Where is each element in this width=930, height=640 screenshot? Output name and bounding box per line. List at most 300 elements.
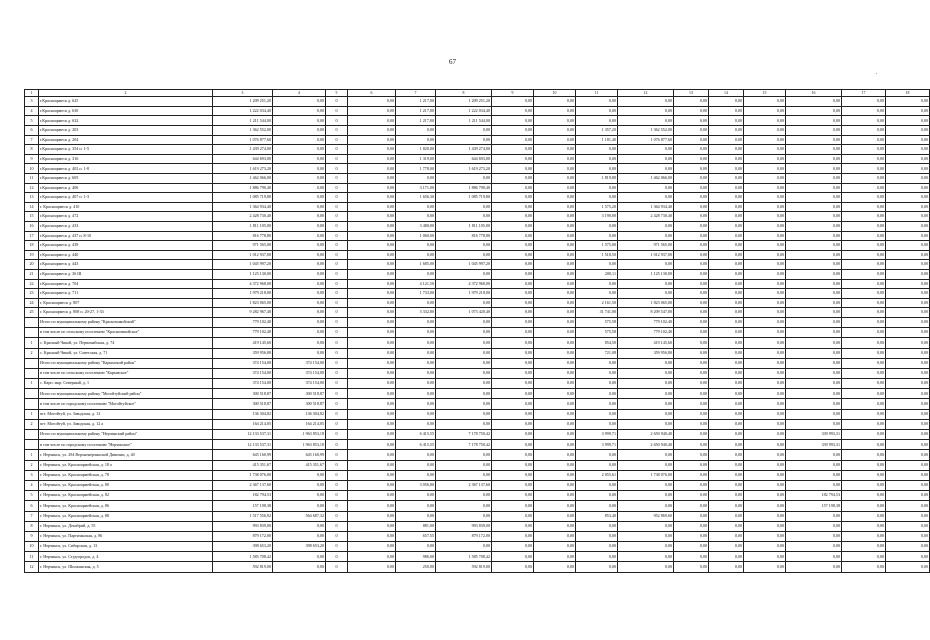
value-cell: 0,00 bbox=[436, 358, 492, 368]
value-cell: 0,00 bbox=[534, 298, 576, 308]
value-cell: 0,00 bbox=[576, 289, 618, 299]
value-cell: 0,00 bbox=[273, 193, 326, 203]
value-cell: 0,00 bbox=[436, 202, 492, 212]
value-cell: 0,00 bbox=[492, 116, 534, 126]
value-cell: 0,00 bbox=[674, 145, 709, 155]
table-row bbox=[25, 193, 930, 203]
value-cell: 0,00 bbox=[576, 501, 618, 511]
value-cell: 0,00 bbox=[492, 460, 534, 470]
address-cell: пгт. Могойтуй, ул. Заводская, д. 12 bbox=[39, 409, 213, 419]
table-row bbox=[25, 389, 930, 399]
value-cell: 0,00 bbox=[273, 145, 326, 155]
value-cell: 0,00 bbox=[436, 419, 492, 429]
value-cell: 0,00 bbox=[674, 116, 709, 126]
value-cell: 157 198,38 bbox=[786, 501, 842, 511]
value-cell: 879 172,00 bbox=[213, 531, 273, 541]
table-row bbox=[25, 298, 930, 308]
value-cell: 0,00 bbox=[842, 521, 886, 531]
value-cell: 0,00 bbox=[886, 460, 930, 470]
value-cell: 881,00 bbox=[396, 521, 436, 531]
value-cell: 0,00 bbox=[744, 440, 786, 450]
value-cell: 0,00 bbox=[674, 289, 709, 299]
value-cell: 0,00 bbox=[886, 97, 930, 107]
value-cell: 415 351,67 bbox=[213, 460, 273, 470]
value-cell: 0,00 bbox=[674, 552, 709, 562]
value-cell: 398 653,20 bbox=[273, 542, 326, 552]
value-cell: 1 738 076,00 bbox=[618, 470, 674, 480]
value-cell: 136 304,82 bbox=[213, 409, 273, 419]
value-cell: 0,00 bbox=[436, 470, 492, 480]
value-cell: 1 222 034,40 bbox=[436, 106, 492, 116]
value-cell: 0,00 bbox=[534, 562, 576, 572]
value-cell: 0,00 bbox=[886, 298, 930, 308]
value-cell: 0,00 bbox=[786, 460, 842, 470]
table-row bbox=[25, 250, 930, 260]
row-number-cell: 4 bbox=[25, 480, 39, 490]
value-cell: 0,00 bbox=[709, 116, 744, 126]
value-cell: 0,00 bbox=[396, 409, 436, 419]
value-cell: 0,00 bbox=[744, 328, 786, 338]
value-cell: 0,00 bbox=[786, 260, 842, 270]
value-cell: 0,00 bbox=[436, 460, 492, 470]
address-cell: г. Красноармеск д. 410 bbox=[39, 202, 213, 212]
value-cell: 0,00 bbox=[492, 409, 534, 419]
value-cell: 657,55 bbox=[396, 531, 436, 541]
value-cell: 0,00 bbox=[492, 368, 534, 378]
value-cell: 0,00 bbox=[534, 279, 576, 289]
value-cell: 0,00 bbox=[842, 542, 886, 552]
value-cell: 0,00 bbox=[786, 317, 842, 327]
value-cell: 0,00 bbox=[348, 183, 396, 193]
value-cell: 3 bbox=[213, 90, 273, 97]
value-cell: 0,00 bbox=[744, 269, 786, 279]
value-cell: 0,00 bbox=[674, 480, 709, 490]
value-cell: 2 428 730,40 bbox=[213, 212, 273, 222]
value-cell: 12 133 537,31 bbox=[213, 430, 273, 440]
value-cell: 0,00 bbox=[744, 126, 786, 136]
value-cell: 0,00 bbox=[534, 430, 576, 440]
value-cell: 0,00 bbox=[576, 193, 618, 203]
value-cell: 816 778,80 bbox=[213, 231, 273, 241]
value-cell: 0,00 bbox=[886, 358, 930, 368]
value-cell: 0,00 bbox=[744, 562, 786, 572]
row-number-cell: 8 bbox=[25, 145, 39, 155]
row-number-cell: 6 bbox=[25, 501, 39, 511]
value-cell: 0,00 bbox=[709, 562, 744, 572]
row-number-cell: 25 bbox=[25, 308, 39, 318]
value-cell: 0,00 bbox=[348, 202, 396, 212]
row-number-cell: 14 bbox=[25, 202, 39, 212]
table-row bbox=[25, 106, 930, 116]
value-cell: 182 794,53 bbox=[786, 491, 842, 501]
row-number-cell: 5 bbox=[25, 116, 39, 126]
value-cell: 0,00 bbox=[492, 440, 534, 450]
value-cell: 0,00 bbox=[492, 231, 534, 241]
value-cell: 3 332,80 bbox=[396, 308, 436, 318]
value-cell: 0,00 bbox=[674, 174, 709, 184]
value-cell: 12 133 537,31 bbox=[213, 440, 273, 450]
value-cell: 0,00 bbox=[842, 501, 886, 511]
value-cell: 0,00 bbox=[348, 409, 396, 419]
value-cell: 0,00 bbox=[273, 289, 326, 299]
value-cell: 0,00 bbox=[674, 317, 709, 327]
value-cell: 0,00 bbox=[396, 348, 436, 358]
value-cell: 1 738 076,00 bbox=[213, 470, 273, 480]
value-cell: 0,00 bbox=[786, 116, 842, 126]
value-cell: 0,00 bbox=[674, 193, 709, 203]
value-cell: 0,00 bbox=[744, 521, 786, 531]
value-cell: 0 bbox=[326, 470, 348, 480]
value-cell: 0,00 bbox=[436, 126, 492, 136]
value-cell: 0,00 bbox=[786, 348, 842, 358]
table-row bbox=[25, 480, 930, 490]
value-cell: 0,00 bbox=[744, 116, 786, 126]
value-cell: 11 bbox=[576, 90, 618, 97]
value-cell: 0,00 bbox=[618, 183, 674, 193]
value-cell: 2 055,61 bbox=[576, 470, 618, 480]
value-cell: 0,00 bbox=[709, 328, 744, 338]
value-cell: 1 575,00 bbox=[576, 241, 618, 251]
value-cell: 0,00 bbox=[842, 389, 886, 399]
value-cell: 0,00 bbox=[886, 212, 930, 222]
value-cell: 0,00 bbox=[744, 222, 786, 232]
address-cell: г. Нерчинск, ул. Красноармейская, д. 18 а bbox=[39, 460, 213, 470]
row-number-cell: 1 bbox=[25, 338, 39, 348]
value-cell: 0,00 bbox=[709, 338, 744, 348]
value-cell: 7 bbox=[396, 90, 436, 97]
value-cell: 0,00 bbox=[396, 241, 436, 251]
value-cell: 0 bbox=[326, 260, 348, 270]
value-cell: 300 518,87 bbox=[213, 389, 273, 399]
value-cell: 0,00 bbox=[492, 491, 534, 501]
value-cell: 0,00 bbox=[674, 298, 709, 308]
value-cell: 0,00 bbox=[273, 328, 326, 338]
value-cell: 0,00 bbox=[348, 212, 396, 222]
value-cell: 0,00 bbox=[436, 389, 492, 399]
value-cell: 0,00 bbox=[348, 222, 396, 232]
table-row bbox=[25, 260, 930, 270]
value-cell: 0,00 bbox=[744, 338, 786, 348]
value-cell: 0,00 bbox=[273, 521, 326, 531]
table-row bbox=[25, 97, 930, 107]
value-cell: 0,00 bbox=[534, 308, 576, 318]
value-cell: 0,00 bbox=[709, 212, 744, 222]
value-cell: 0,00 bbox=[744, 419, 786, 429]
row-number-cell: 16 bbox=[25, 222, 39, 232]
value-cell: 0,00 bbox=[744, 358, 786, 368]
value-cell: 0,00 bbox=[396, 202, 436, 212]
value-cell: 0,00 bbox=[348, 308, 396, 318]
address-cell: г.Красноармеск д. 407 п. 1-3 bbox=[39, 193, 213, 203]
value-cell: 0,00 bbox=[396, 389, 436, 399]
value-cell: 0,00 bbox=[576, 222, 618, 232]
value-cell: 0,00 bbox=[842, 260, 886, 270]
value-cell: 415 351,67 bbox=[273, 460, 326, 470]
value-cell: 0,00 bbox=[674, 222, 709, 232]
value-cell: 4 372 968,00 bbox=[213, 279, 273, 289]
value-cell: 0,00 bbox=[618, 389, 674, 399]
table-row bbox=[25, 289, 930, 299]
value-cell: 0,00 bbox=[534, 135, 576, 145]
value-cell: 300 518,87 bbox=[273, 389, 326, 399]
value-cell: 0,00 bbox=[348, 193, 396, 203]
table-row bbox=[25, 440, 930, 450]
value-cell: 1 619 273,20 bbox=[436, 164, 492, 174]
value-cell: 0,00 bbox=[618, 358, 674, 368]
value-cell: 0,00 bbox=[534, 460, 576, 470]
value-cell: 0,00 bbox=[436, 317, 492, 327]
address-cell: г.Красноармеск д. 36 Ш bbox=[39, 269, 213, 279]
value-cell: 0,00 bbox=[674, 97, 709, 107]
value-cell: 0,00 bbox=[886, 231, 930, 241]
value-cell: 0,00 bbox=[348, 126, 396, 136]
value-cell: 0,00 bbox=[348, 480, 396, 490]
value-cell: 0,00 bbox=[492, 241, 534, 251]
value-cell: 2 161,50 bbox=[576, 298, 618, 308]
value-cell: 0,00 bbox=[886, 440, 930, 450]
value-cell: 779 102,40 bbox=[213, 317, 273, 327]
value-cell: 0,00 bbox=[786, 106, 842, 116]
value-cell: 0,00 bbox=[273, 116, 326, 126]
value-cell: 0,00 bbox=[744, 231, 786, 241]
value-cell: 0,00 bbox=[534, 409, 576, 419]
value-cell: 1 979 218,00 bbox=[436, 289, 492, 299]
value-cell: 0,00 bbox=[534, 389, 576, 399]
address-cell: г.Красноармеск д. 630 bbox=[39, 106, 213, 116]
value-cell: 0,00 bbox=[842, 470, 886, 480]
row-number-cell bbox=[25, 389, 39, 399]
value-cell: 3 056,80 bbox=[396, 480, 436, 490]
value-cell: 0,00 bbox=[492, 552, 534, 562]
value-cell: 0,00 bbox=[709, 358, 744, 368]
value-cell: 0,00 bbox=[273, 491, 326, 501]
value-cell: 0,00 bbox=[886, 250, 930, 260]
value-cell: 3 171,00 bbox=[396, 183, 436, 193]
table-row bbox=[25, 308, 930, 318]
table-row bbox=[25, 145, 930, 155]
value-cell: 993 839,00 bbox=[213, 521, 273, 531]
value-cell: 1 619 273,20 bbox=[213, 164, 273, 174]
value-cell: 1 085 719,80 bbox=[213, 193, 273, 203]
row-number-cell: 3 bbox=[25, 97, 39, 107]
value-cell: 5 bbox=[326, 90, 348, 97]
value-cell: 0,00 bbox=[786, 154, 842, 164]
value-cell: 0,00 bbox=[886, 531, 930, 541]
value-cell: 12 bbox=[618, 90, 674, 97]
value-cell: 0,00 bbox=[709, 531, 744, 541]
value-cell: 0,00 bbox=[348, 511, 396, 521]
value-cell: 0,00 bbox=[618, 460, 674, 470]
value-cell: 0,00 bbox=[348, 450, 396, 460]
value-cell: 419 145,60 bbox=[213, 338, 273, 348]
value-cell: 0,00 bbox=[492, 521, 534, 531]
value-cell: 0,00 bbox=[348, 531, 396, 541]
value-cell: 0,00 bbox=[348, 460, 396, 470]
value-cell: 0,00 bbox=[744, 298, 786, 308]
value-cell: 419 145,60 bbox=[618, 338, 674, 348]
value-cell: 0,00 bbox=[744, 348, 786, 358]
value-cell: 1 012 937,00 bbox=[618, 250, 674, 260]
value-cell: 0,00 bbox=[534, 154, 576, 164]
value-cell: 0,00 bbox=[576, 379, 618, 389]
value-cell: 0,00 bbox=[396, 269, 436, 279]
value-cell: 0,00 bbox=[576, 562, 618, 572]
value-cell: 0 bbox=[326, 531, 348, 541]
value-cell: 0,00 bbox=[709, 470, 744, 480]
value-cell: 359 956,80 bbox=[213, 348, 273, 358]
value-cell: 0,00 bbox=[576, 358, 618, 368]
value-cell: 0 bbox=[326, 552, 348, 562]
value-cell: 0,00 bbox=[618, 491, 674, 501]
value-cell: 374 154,00 bbox=[273, 368, 326, 378]
value-cell: 136 304,82 bbox=[273, 409, 326, 419]
value-cell: 0 bbox=[326, 174, 348, 184]
value-cell: 0,00 bbox=[492, 212, 534, 222]
value-cell: 398 653,20 bbox=[213, 542, 273, 552]
value-cell: 0,00 bbox=[273, 126, 326, 136]
value-cell: 0,00 bbox=[842, 183, 886, 193]
value-cell: 0,00 bbox=[348, 231, 396, 241]
value-cell: 0,00 bbox=[534, 511, 576, 521]
value-cell: 0,00 bbox=[786, 562, 842, 572]
value-cell: 0,00 bbox=[886, 116, 930, 126]
value-cell: 0,00 bbox=[674, 501, 709, 511]
table-row bbox=[25, 135, 930, 145]
value-cell: 0,00 bbox=[348, 328, 396, 338]
value-cell: 0,00 bbox=[744, 279, 786, 289]
row-number-cell: 9 bbox=[25, 154, 39, 164]
value-cell: 1 012 937,00 bbox=[213, 250, 273, 260]
value-cell: 0,00 bbox=[534, 317, 576, 327]
table-row bbox=[25, 430, 930, 440]
value-cell: 0,00 bbox=[744, 183, 786, 193]
value-cell: 0,00 bbox=[744, 164, 786, 174]
value-cell: 0,00 bbox=[786, 279, 842, 289]
value-cell: 0,00 bbox=[576, 480, 618, 490]
value-cell: 0,00 bbox=[886, 552, 930, 562]
value-cell: 0,00 bbox=[744, 552, 786, 562]
value-cell: 0 bbox=[326, 521, 348, 531]
value-cell: 7 178 750,42 bbox=[436, 440, 492, 450]
value-cell: 0,00 bbox=[842, 289, 886, 299]
value-cell: 0,00 bbox=[396, 368, 436, 378]
value-cell: 0,00 bbox=[534, 202, 576, 212]
value-cell: 0,00 bbox=[396, 250, 436, 260]
value-cell: 0,00 bbox=[842, 154, 886, 164]
value-cell: 0,00 bbox=[842, 460, 886, 470]
value-cell: 0,00 bbox=[786, 409, 842, 419]
row-number-cell bbox=[25, 440, 39, 450]
value-cell: 0,00 bbox=[273, 154, 326, 164]
value-cell: 0,00 bbox=[786, 328, 842, 338]
value-cell: 0,00 bbox=[492, 389, 534, 399]
value-cell: 0,00 bbox=[886, 279, 930, 289]
value-cell: 0,00 bbox=[273, 260, 326, 270]
value-cell: 0,00 bbox=[674, 399, 709, 409]
value-cell: 0,00 bbox=[744, 501, 786, 511]
value-cell: 1 518,50 bbox=[576, 250, 618, 260]
value-cell: 0,00 bbox=[842, 212, 886, 222]
value-cell: 0,00 bbox=[576, 231, 618, 241]
value-cell: 0,00 bbox=[534, 399, 576, 409]
address-cell: г.Красноармеск д. 402 п. 1-8 bbox=[39, 164, 213, 174]
value-cell: 0,00 bbox=[348, 389, 396, 399]
value-cell: 0,00 bbox=[348, 348, 396, 358]
value-cell: 0 bbox=[326, 193, 348, 203]
value-cell: 971 565,00 bbox=[213, 241, 273, 251]
value-cell: 0,00 bbox=[492, 222, 534, 232]
value-cell: 0,00 bbox=[618, 368, 674, 378]
value-cell: 0 bbox=[326, 399, 348, 409]
value-cell: 0,00 bbox=[886, 389, 930, 399]
value-cell: 0,00 bbox=[886, 174, 930, 184]
value-cell: 0,00 bbox=[842, 328, 886, 338]
value-cell: 0,00 bbox=[576, 116, 618, 126]
address-cell: г.Красноармеск д. 433 bbox=[39, 222, 213, 232]
value-cell: 986,00 bbox=[396, 552, 436, 562]
value-cell: 0,00 bbox=[492, 279, 534, 289]
value-cell: 0,00 bbox=[674, 202, 709, 212]
address-cell: в том числе по городскому поселению "Могойтуйское" bbox=[39, 399, 213, 409]
row-number-cell: 5 bbox=[25, 491, 39, 501]
value-cell: 0,00 bbox=[348, 279, 396, 289]
value-cell: 0,00 bbox=[709, 97, 744, 107]
value-cell: 0,00 bbox=[842, 511, 886, 521]
value-cell: 2 650 940,40 bbox=[618, 440, 674, 450]
value-cell: 0,00 bbox=[709, 222, 744, 232]
value-cell: 0,00 bbox=[534, 379, 576, 389]
value-cell: 721,08 bbox=[576, 348, 618, 358]
row-number-cell: 8 bbox=[25, 521, 39, 531]
value-cell: 0,00 bbox=[273, 317, 326, 327]
value-cell: 0,00 bbox=[674, 531, 709, 541]
value-cell: 0,00 bbox=[786, 379, 842, 389]
value-cell: 0,00 bbox=[709, 135, 744, 145]
value-cell: 0,00 bbox=[842, 491, 886, 501]
value-cell: 0,00 bbox=[842, 164, 886, 174]
value-cell: 1 209 251,20 bbox=[436, 97, 492, 107]
value-cell: 1 517 556,92 bbox=[213, 511, 273, 521]
value-cell: 0,00 bbox=[576, 409, 618, 419]
value-cell: 0,00 bbox=[492, 399, 534, 409]
value-cell: 0,00 bbox=[348, 145, 396, 155]
address-cell: г.Красноармеск д. 440 bbox=[39, 250, 213, 260]
value-cell: 0,00 bbox=[618, 562, 674, 572]
value-cell: 0,00 bbox=[886, 348, 930, 358]
value-cell: 0,00 bbox=[786, 202, 842, 212]
value-cell: 879 172,00 bbox=[436, 531, 492, 541]
value-cell: 0,00 bbox=[273, 348, 326, 358]
value-cell: 0,00 bbox=[396, 419, 436, 429]
table-row bbox=[25, 491, 930, 501]
row-number-cell: 11 bbox=[25, 174, 39, 184]
address-cell: г.Красноармеск д. 354 п. 1-5 bbox=[39, 145, 213, 155]
value-cell: 0,00 bbox=[886, 450, 930, 460]
table-row bbox=[25, 212, 930, 222]
value-cell: 0,00 bbox=[348, 368, 396, 378]
value-cell: 0,00 bbox=[886, 338, 930, 348]
value-cell: 0,00 bbox=[709, 460, 744, 470]
value-cell: 0,00 bbox=[534, 116, 576, 126]
value-cell: 0,00 bbox=[842, 250, 886, 260]
value-cell: 0,00 bbox=[348, 552, 396, 562]
value-cell: 0,00 bbox=[396, 338, 436, 348]
address-cell: Итого по муниципальному району "Карымский район" bbox=[39, 358, 213, 368]
value-cell: 0,00 bbox=[674, 358, 709, 368]
row-number-cell: 1 bbox=[25, 379, 39, 389]
value-cell: 0 bbox=[326, 368, 348, 378]
value-cell: 0,00 bbox=[492, 174, 534, 184]
